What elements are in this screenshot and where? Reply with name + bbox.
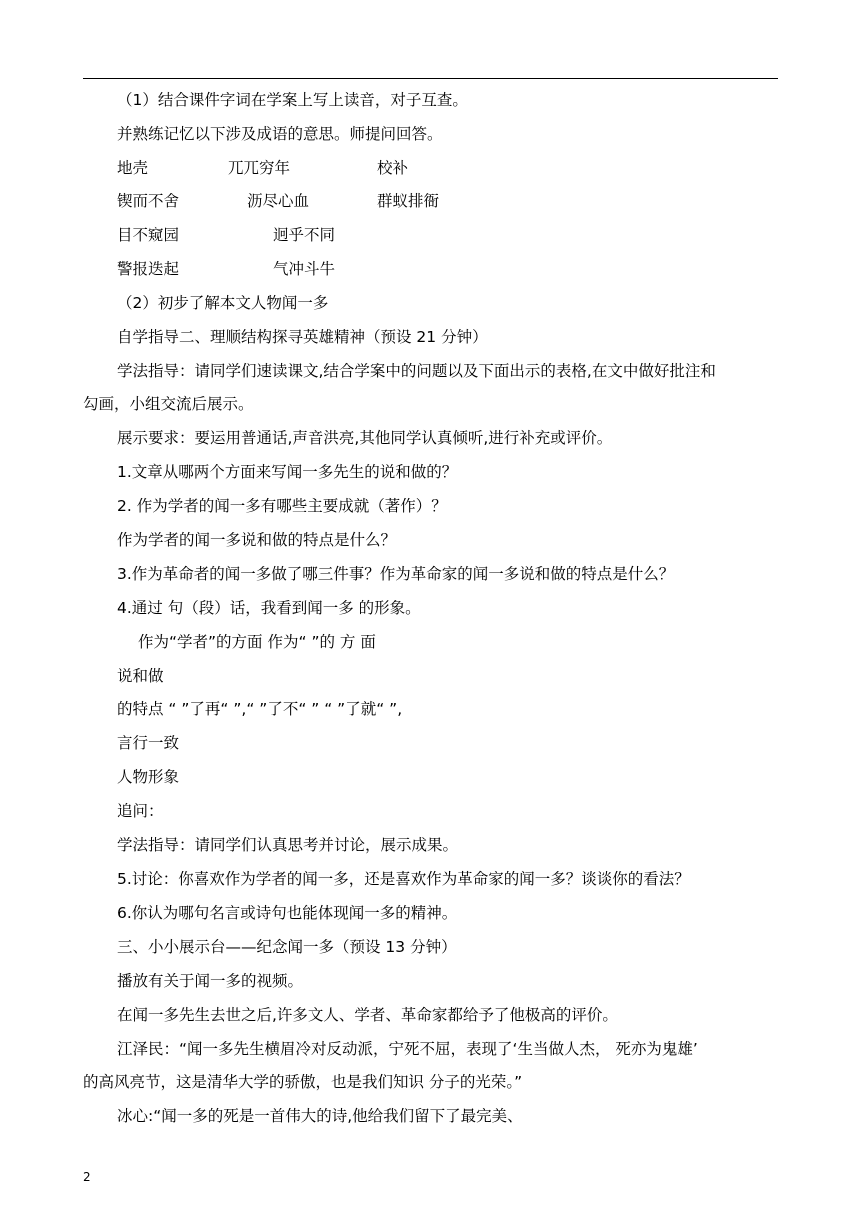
quote-line: 江泽民：“闻一多先生横眉冷对反动派，宁死不屈，表现了‘生当做人杰， 死亦为鬼雄’ <box>117 1040 698 1058</box>
text-line: 在闻一多先生去世之后,许多文人、学者、革命家都给予了他极高的评价。 <box>117 1006 618 1024</box>
text-line: （1）结合课件字词在学案上写上读音，对子互查。 <box>117 91 468 109</box>
vocab-word: 气冲斗牛 <box>273 260 336 278</box>
text-line: 学法指导：请同学们认真思考并讨论，展示成果。 <box>117 836 459 854</box>
vocab-word: 群蚁排衙 <box>377 192 440 210</box>
section-heading: 自学指导二、理顺结构探寻英雄精神（预设 21 分钟） <box>117 328 488 346</box>
vocab-word: 兀兀穷年 <box>228 159 291 177</box>
question-1: 1.文章从哪两个方面来写闻一多先生的说和做的？ <box>117 463 458 481</box>
table-row-label: 说和做 <box>117 667 164 685</box>
question-6: 6.你认为哪句名言或诗句也能体现闻一多的精神。 <box>117 904 458 922</box>
question-2-followup: 作为学者的闻一多说和做的特点是什么？ <box>117 531 397 549</box>
table-header: 作为“学者”的方面 作为“ ”的 方 面 <box>138 633 376 651</box>
question-4: 4.通过 句（段）话，我看到闻一多 的形象。 <box>117 599 421 617</box>
text-line: 追问： <box>117 802 164 820</box>
vocab-word: 地壳 <box>117 159 149 177</box>
text-line: 学法指导：请同学们速读课文,结合学案中的问题以及下面出示的表格,在文中做好批注和 <box>117 362 716 380</box>
vocab-word: 目不窥园 <box>117 226 180 244</box>
page-number: 2 <box>83 1170 91 1184</box>
quote-line: 的高风亮节，这是清华大学的骄傲，也是我们知识 分子的光荣。” <box>83 1073 523 1091</box>
table-row-label: 言行一致 <box>117 734 180 752</box>
vocab-word: 校补 <box>377 159 409 177</box>
table-row: 的特点 “ ”了再“ ”,“ ”了不“ ” “ ”了就“ ”, <box>117 700 403 718</box>
text-line: 播放有关于闻一多的视频。 <box>117 972 304 990</box>
vocab-word: 锲而不舍 <box>117 192 180 210</box>
text-line: 展示要求：要运用普通话,声音洪亮,其他同学认真倾听,进行补充或评价。 <box>117 429 613 447</box>
question-3: 3.作为革命者的闻一多做了哪三件事？作为革命家的闻一多说和做的特点是什么？ <box>117 565 675 583</box>
vocab-word: 沥尽心血 <box>247 192 310 210</box>
vocab-word: 迥乎不同 <box>273 226 336 244</box>
section-heading: 三、小小展示台——纪念闻一多（预设 13 分钟） <box>117 938 457 956</box>
text-line: 并熟练记忆以下涉及成语的意思。师提问回答。 <box>117 125 443 143</box>
text-line: 勾画，小组交流后展示。 <box>83 395 254 413</box>
question-5: 5.讨论：你喜欢作为学者的闻一多，还是喜欢作为革命家的闻一多？谈谈你的看法？ <box>117 870 690 888</box>
quote-line: 冰心:“闻一多的死是一首伟大的诗,他给我们留下了最完美、 <box>117 1107 523 1125</box>
question-2: 2. 作为学者的闻一多有哪些主要成就（著作）？ <box>117 497 447 515</box>
vocab-word: 警报迭起 <box>117 260 180 278</box>
header-rule <box>83 78 778 79</box>
table-row-label: 人物形象 <box>117 768 180 786</box>
text-line: （2）初步了解本文人物闻一多 <box>117 294 329 312</box>
